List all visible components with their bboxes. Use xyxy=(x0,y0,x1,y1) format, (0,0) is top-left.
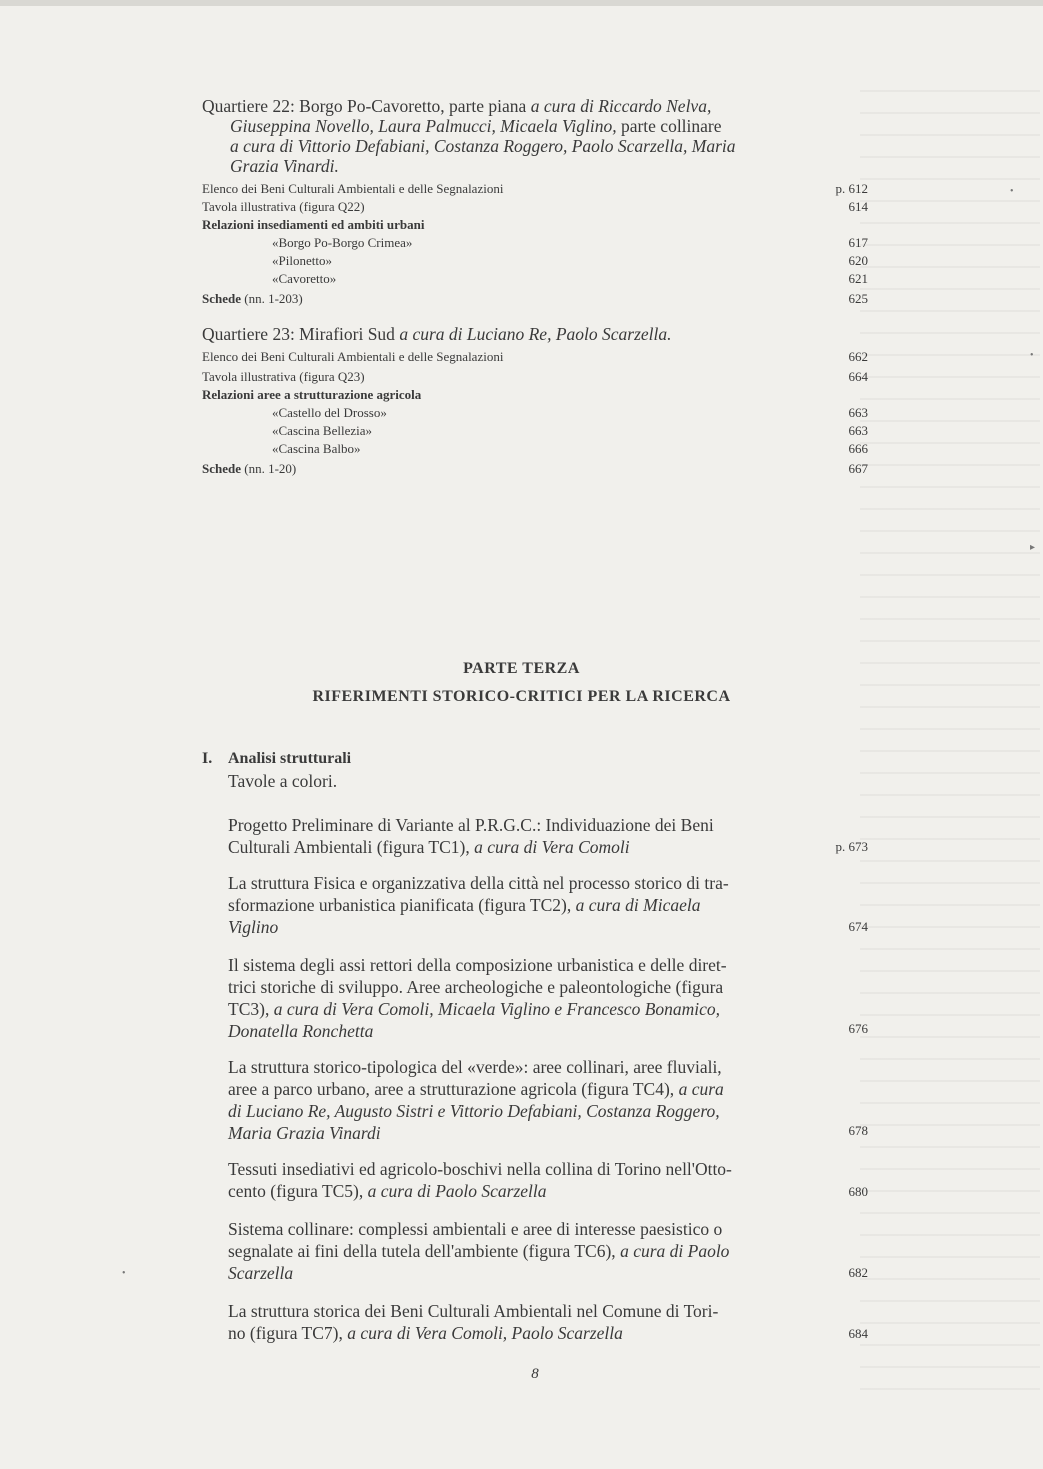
entry-line: cento (figura TC5), xyxy=(228,1181,364,1201)
entry-tc5 xyxy=(228,1158,818,1202)
page-number: 678 xyxy=(848,1123,868,1138)
entry-line: aree a parco urbano, aree a strutturazione agricola (figura TC4), xyxy=(228,1079,675,1099)
q23-authors: a cura di Luciano Re, Paolo Scarzella. xyxy=(399,324,672,344)
q23-title: Quartiere 23: Mirafiori Sud xyxy=(202,324,395,344)
item-label: Relazioni insediamenti ed ambiti urbani xyxy=(202,217,425,232)
entry-line: La struttura Fisica e organizzativa della città nel processo storico di tra- xyxy=(228,873,729,893)
q22-heading xyxy=(202,96,842,176)
entry-line: Culturali Ambientali (figura TC1), xyxy=(228,837,470,857)
section-label xyxy=(202,216,842,234)
entry-line: trici storiche di sviluppo. Aree archeologiche e paleontologiche (figura xyxy=(228,977,724,997)
entry-tc3 xyxy=(228,954,818,1042)
entry-author: a cura di Vera Comoli, Micaela Viglino e Francesco Bonamico, xyxy=(273,999,721,1019)
item-label: «Castello del Drosso» xyxy=(272,405,387,420)
scan-speck: • xyxy=(122,1268,126,1279)
entry-author: a cura xyxy=(678,1079,724,1099)
entry-line: Progetto Preliminare di Variante al P.R.G.C.: Individuazione dei Beni xyxy=(228,815,714,835)
q23-heading xyxy=(202,324,842,344)
list-item xyxy=(202,368,868,386)
schede-label: Schede xyxy=(202,461,241,476)
page-number: p. 612 xyxy=(835,181,868,196)
section-title: Analisi strutturali xyxy=(228,750,352,767)
item-label: (nn. 1-20) xyxy=(244,461,297,476)
item-label: «Cascina Balbo» xyxy=(272,441,361,456)
entry-author: a cura di Vera Comoli xyxy=(474,837,630,857)
item-label: Tavola illustrativa (figura Q23) xyxy=(202,369,365,384)
item-label: «Cavoretto» xyxy=(272,271,337,286)
entry-author: di Luciano Re, Augusto Sistri e Vittorio Defabiani, Costanza Roggero, xyxy=(228,1101,720,1121)
scan-speck: ▸ xyxy=(1030,542,1036,553)
section-intro: Tavole a colori. xyxy=(228,771,338,791)
item-label: Relazioni aree a strutturazione agricola xyxy=(202,387,422,402)
scan-speck: • xyxy=(1030,350,1034,361)
page-number: 625 xyxy=(848,291,868,306)
list-item xyxy=(202,234,868,252)
part-subtitle: RIFERIMENTI STORICO-CRITICI PER LA RICERCA xyxy=(312,688,731,705)
entry-author: Scarzella xyxy=(228,1263,294,1283)
entry-author: a cura di Vera Comoli, Paolo Scarzella xyxy=(347,1323,623,1343)
list-item xyxy=(202,252,868,270)
entry-tc1 xyxy=(228,814,818,858)
page-number: 663 xyxy=(848,405,868,420)
item-label: Elenco dei Beni Culturali Ambientali e delle Segnalazioni xyxy=(202,181,504,196)
item-label: «Borgo Po-Borgo Crimea» xyxy=(272,235,413,250)
q22-title: Quartiere 22: Borgo Po-Cavoretto, parte piana xyxy=(202,96,527,116)
item-label: (nn. 1-203) xyxy=(244,291,303,306)
q22-parte-collinare: parte collinare xyxy=(620,116,722,136)
page-number: 667 xyxy=(848,461,868,476)
entry-tc2 xyxy=(228,872,818,938)
list-item xyxy=(202,404,868,422)
section-label xyxy=(202,386,842,404)
part-title: PARTE TERZA xyxy=(463,660,580,677)
schede-label: Schede xyxy=(202,291,241,306)
q23-list xyxy=(202,348,868,478)
folio-number: 8 xyxy=(531,1366,539,1382)
page-number: 674 xyxy=(848,919,868,934)
page-number: 621 xyxy=(848,271,868,286)
entry-author: Viglino xyxy=(228,917,279,937)
scan-speck: • xyxy=(1010,186,1014,197)
q22-authors-4: Grazia Vinardi. xyxy=(230,156,339,176)
page-number: 684 xyxy=(848,1326,868,1341)
list-item xyxy=(202,198,868,216)
page-number: 680 xyxy=(848,1184,868,1199)
item-label: Tavola illustrativa (figura Q22) xyxy=(202,199,365,214)
list-item xyxy=(202,270,868,288)
entry-line: La struttura storica dei Beni Culturali Ambientali nel Comune di Tori- xyxy=(228,1301,719,1321)
item-label: «Cascina Bellezia» xyxy=(272,423,372,438)
page-number: 664 xyxy=(848,369,868,384)
entry-tc7 xyxy=(228,1300,818,1344)
q22-authors-3: a cura di Vittorio Defabiani, Costanza Roggero, Paolo Scarzella, Maria xyxy=(230,136,736,156)
list-item xyxy=(202,460,868,478)
page-number: 620 xyxy=(848,253,868,268)
list-item xyxy=(202,440,868,458)
scan-edge xyxy=(0,0,1043,6)
entry-line: Il sistema degli assi rettori della composizione urbanistica e delle diret- xyxy=(228,955,727,975)
page-number: 662 xyxy=(848,349,868,364)
entry-line: no (figura TC7), xyxy=(228,1323,343,1343)
entry-line: TC3), xyxy=(228,999,270,1019)
entry-line: Tessuti insediativi ed agricolo-boschivi nella collina di Torino nell'Otto- xyxy=(228,1159,732,1179)
list-item xyxy=(202,422,868,440)
page-number: 617 xyxy=(848,235,868,250)
list-item xyxy=(202,290,868,308)
page-number: 666 xyxy=(848,441,868,456)
entry-author: a cura di Micaela xyxy=(575,895,701,915)
entry-tc4 xyxy=(228,1056,818,1144)
entry-line: sformazione urbanistica pianificata (figura TC2), xyxy=(228,895,572,915)
q22-list xyxy=(202,180,868,308)
entry-author: Donatella Ronchetta xyxy=(228,1021,374,1041)
q22-authors-1: a cura di Riccardo Nelva, xyxy=(530,96,712,116)
entry-tc6 xyxy=(228,1218,818,1284)
entry-author: Maria Grazia Vinardi xyxy=(228,1123,381,1143)
page-number: 676 xyxy=(848,1021,868,1036)
item-label: «Pilonetto» xyxy=(272,253,332,268)
entry-line: Sistema collinare: complessi ambientali e aree di interesse paesistico o xyxy=(228,1219,723,1239)
page-number: p. 673 xyxy=(835,839,868,854)
list-item xyxy=(202,180,868,198)
page-number: 663 xyxy=(848,423,868,438)
entry-author: a cura di Paolo xyxy=(620,1241,730,1261)
page-number: 614 xyxy=(848,199,868,214)
entry-line: La struttura storico-tipologica del «verde»: aree collinari, aree fluviali, xyxy=(228,1057,722,1077)
list-item xyxy=(202,348,868,366)
entry-author: a cura di Paolo Scarzella xyxy=(367,1181,547,1201)
entry-line: segnalate ai fini della tutela dell'ambiente (figura TC6), xyxy=(228,1241,616,1261)
section-number: I. xyxy=(202,750,213,767)
item-label: Elenco dei Beni Culturali Ambientali e delle Segnalazioni xyxy=(202,349,504,364)
bleed-through-text xyxy=(860,90,1040,1390)
page-number: 682 xyxy=(848,1265,868,1280)
q22-authors-2: Giuseppina Novello, Laura Palmucci, Micaela Viglino, xyxy=(230,116,617,136)
